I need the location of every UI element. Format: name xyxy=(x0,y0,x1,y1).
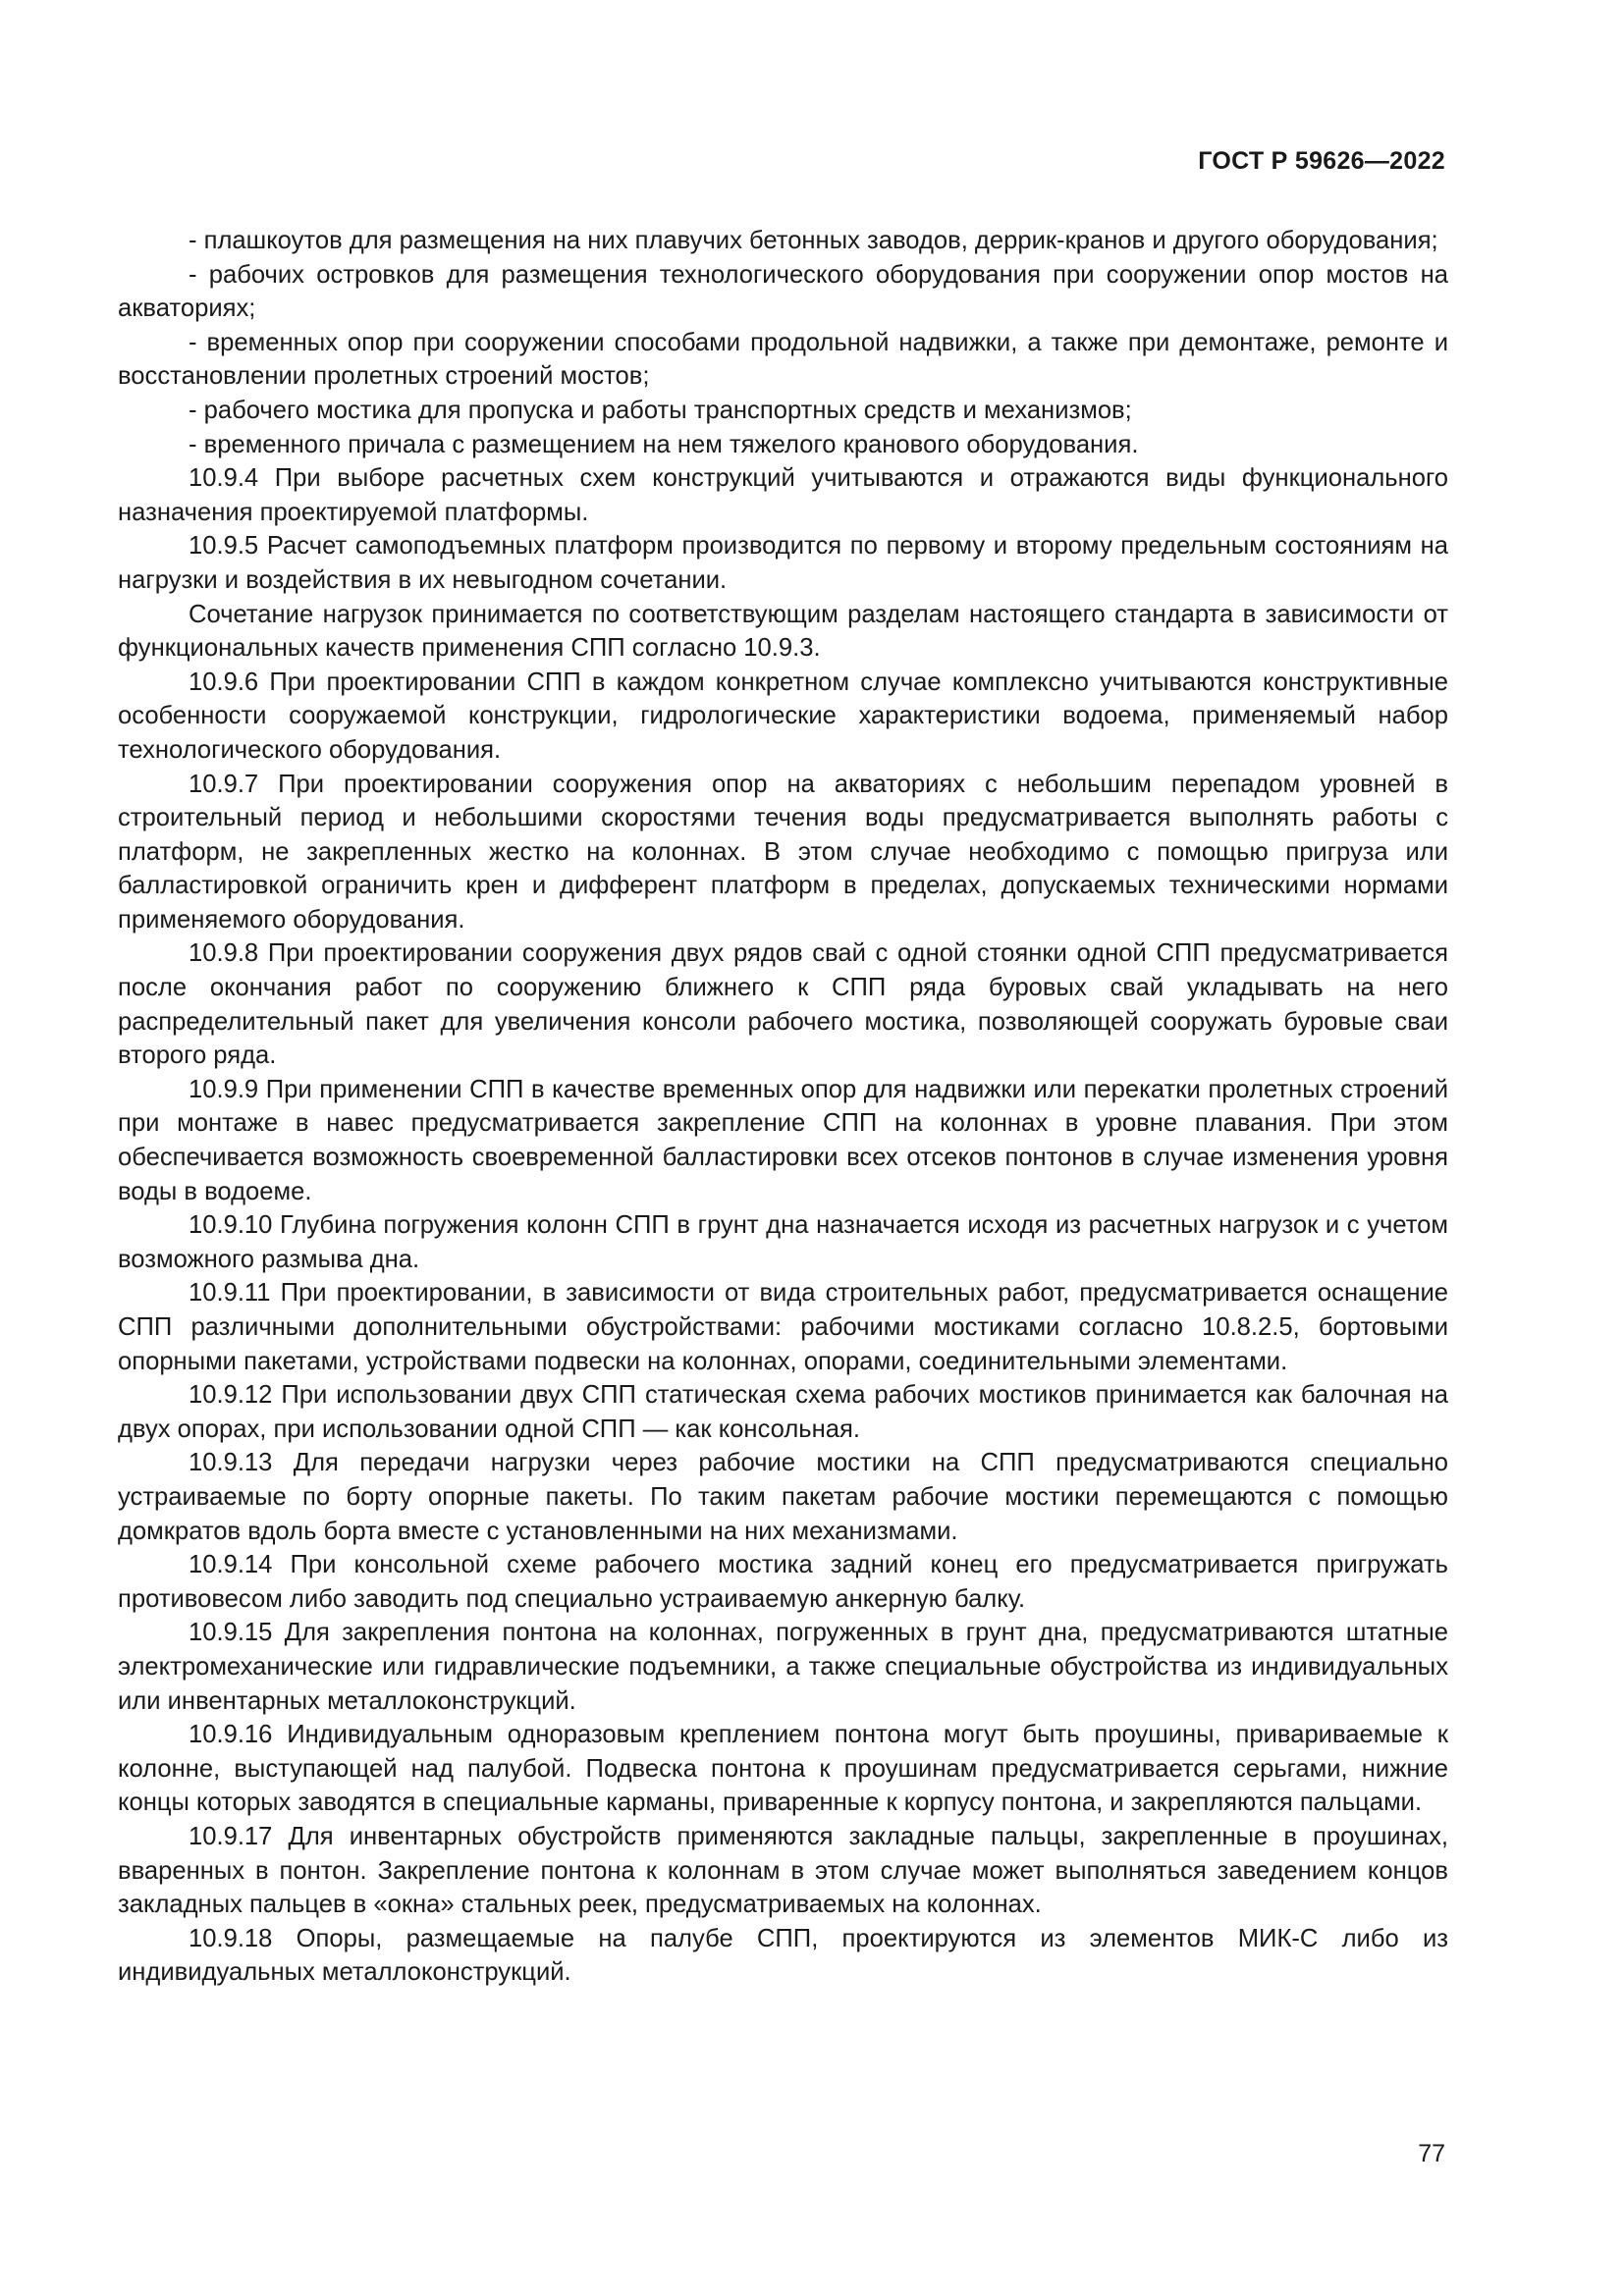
paragraph: 10.9.4 При выборе расчетных схем конструкций учитываются и отражаются виды функционального назначения проектируемой платформы. xyxy=(118,464,1448,526)
paragraph: - плашкоутов для размещения на них плавучих бетонных заводов, деррик-кранов и другого оборудования; xyxy=(189,227,1438,254)
paragraph: 10.9.8 При проектировании сооружения двух рядов свай с одной стоянки одной СПП предусматривается после окончания работ по сооружению ближнего к СПП ряда буровых свай укладывать на него распределительный пакет для увеличения консоли рабочего мостика, позволяющей сооружать буровые сваи второго ряда. xyxy=(118,939,1448,1070)
paragraph: - рабочего мостика для пропуска и работы транспортных средств и механизмов; xyxy=(189,396,1132,424)
paragraph: - временных опор при сооружении способами продольной надвижки, а также при демонтаже, ремонте и восстановлении пролетных строений мостов; xyxy=(118,328,1448,391)
document-header: ГОСТ Р 59626—2022 xyxy=(1198,147,1445,175)
paragraph: 10.9.18 Опоры, размещаемые на палубе СПП, проектируются из элементов МИК-С либо из индивидуальных металлоконструкций. xyxy=(118,1924,1448,1987)
paragraph: 10.9.16 Индивидуальным одноразовым креплением понтона могут быть проушины, привариваемые к колонне, выступающей над палубой. Подвеска понтона к проушинам предусматривается серьгами, нижние концы которых заводятся в специальные карманы, приваренные к корпусу понтона, и закрепляются пальцами. xyxy=(118,1721,1448,1817)
paragraph: 10.9.14 При консольной схеме рабочего мостика задний конец его предусматривается пригружать противовесом либо заводить под специально устраиваемую анкерную балку. xyxy=(118,1551,1448,1613)
paragraph: 10.9.9 При применении СПП в качестве временных опор для надвижки или перекатки пролетных строений при монтаже в навес предусматривается закрепление СПП на колоннах в уровне плавания. При этом обеспечивается возможность своевременной балластировки всех отсеков понтонов в случае изменения уровня воды в водоеме. xyxy=(118,1075,1448,1205)
paragraph: 10.9.15 Для закрепления понтона на колоннах, погруженных в грунт дна, предусматриваются штатные электромеханические или гидравлические подъемники, а также специальные обустройства из индивидуальных или инвентарных металлоконструкций. xyxy=(118,1619,1448,1715)
paragraph: 10.9.10 Глубина погружения колонн СПП в грунт дна назначается исходя из расчетных нагрузок и с учетом возможного размыва дна. xyxy=(118,1211,1448,1273)
paragraph: 10.9.7 При проектировании сооружения опор на акваториях с небольшим перепадом уровней в строительный период и небольшими скоростями течения воды предусматривается выполнять работы с платформ, не закрепленных жестко на колоннах. В этом случае необходимо с помощью пригруза или балластировкой ограничить крен и дифферент платформ в пределах, допускаемых техническими нормами применяемого оборудования. xyxy=(118,770,1448,934)
paragraph: 10.9.12 При использовании двух СПП статическая схема рабочих мостиков принимается как балочная на двух опорах, при использовании одной СПП — как консольная. xyxy=(118,1381,1448,1443)
paragraph: Сочетание нагрузок принимается по соответствующим разделам настоящего стандарта в зависимости от функциональных качеств применения СПП согласно 10.9.3. xyxy=(118,600,1448,663)
paragraph: 10.9.17 Для инвентарных обустройств применяются закладные пальцы, закрепленные в проушинах, вваренных в понтон. Закрепление понтона к колоннам в этом случае может выполняться заведением концов закладных пальцев в «окна» стальных реек, предусматриваемых на колоннах. xyxy=(118,1822,1448,1919)
paragraph: 10.9.13 Для передачи нагрузки через рабочие мостики на СПП предусматриваются специально устраиваемые по борту опорные пакеты. По таким пакетам рабочие мостики перемещаются с помощью домкратов вдоль борта вместе с установленными на них механизмами. xyxy=(118,1449,1448,1545)
paragraph: - рабочих островков для размещения технологического оборудования при сооружении опор мостов на акваториях; xyxy=(118,260,1448,323)
paragraph: 10.9.11 При проектировании, в зависимости от вида строительных работ, предусматривается оснащение СПП различными дополнительными обустройствами: рабочими мостиками согласно 10.8.2.5, бортовыми опорными пакетами, устройствами подвески на колоннах, опорами, соединительными элементами. xyxy=(118,1279,1448,1375)
page-number: 77 xyxy=(1418,2140,1445,2167)
paragraph: 10.9.6 При проектировании СПП в каждом конкретном случае комплексно учитываются конструктивные особенности сооружаемой конструкции, гидрологические характеристики водоема, применяемый набор технологического оборудования. xyxy=(118,667,1448,764)
paragraph: 10.9.5 Расчет самоподъемных платформ производится по первому и второму предельным состояниям на нагрузки и воздействия в их невыгодном сочетании. xyxy=(118,532,1448,594)
paragraph: - временного причала с размещением на нем тяжелого кранового оборудования. xyxy=(189,430,1139,458)
document-body xyxy=(118,224,1448,1990)
